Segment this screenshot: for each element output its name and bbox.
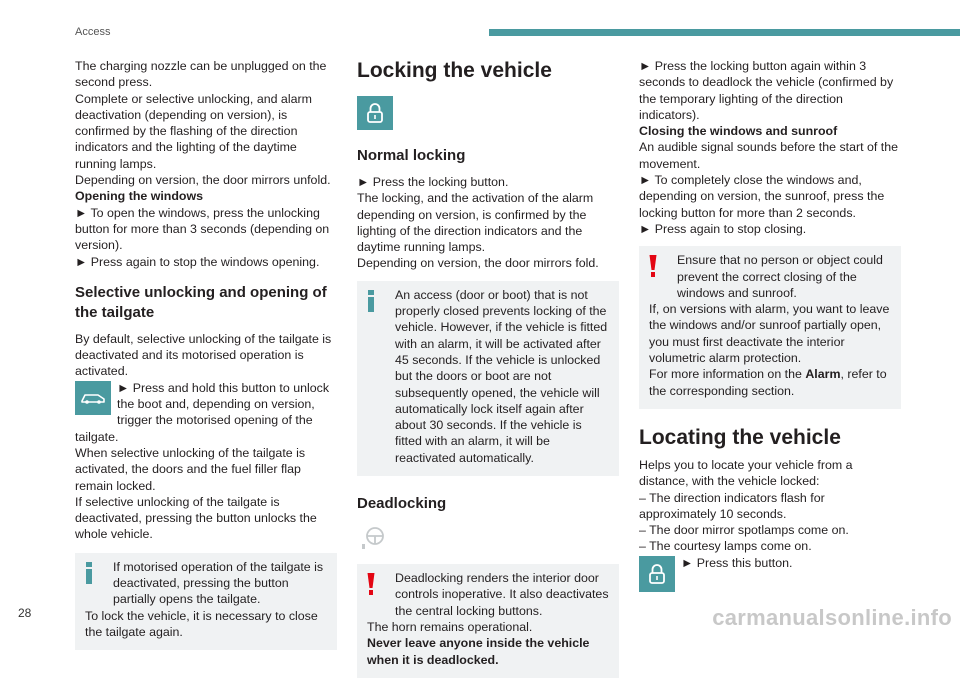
heading-locating-vehicle: Locating the vehicle xyxy=(639,425,841,449)
paragraph: Complete or selective unlocking, and alarm deactivation (depending on version), is confirmed by the flashing of the direction indicators and the lighting of the daytime running lamps. xyxy=(75,91,312,171)
warning-notice xyxy=(357,564,619,678)
warning-icon xyxy=(648,255,658,281)
warning-icon xyxy=(366,573,376,599)
heading-normal-locking: Normal locking xyxy=(357,147,466,164)
footer-watermark: carmanualsonline.info xyxy=(712,605,952,630)
step: ► To open the windows, press the unlocking button for more than 3 seconds (depending on version). xyxy=(75,205,330,253)
alarm-reference: Alarm xyxy=(805,367,841,382)
paragraph: If selective unlocking of the tailgate is deactivated, pressing the button unlocks the whole vehicle. xyxy=(75,494,317,542)
warning-text: The horn remains operational. xyxy=(367,619,533,634)
warning-notice xyxy=(639,246,901,409)
paragraph: An audible signal sounds before the start of the movement. xyxy=(639,140,898,171)
warning-text-bold: Never leave anyone inside the vehicle when it is deadlocked. xyxy=(367,636,590,667)
subheading-closing-windows: Closing the windows and sunroof xyxy=(639,124,838,139)
warning-text xyxy=(649,366,891,399)
paragraph: By default, selective unlocking of the tailgate is deactivated and its motorised operation is activated. xyxy=(75,331,332,379)
info-notice xyxy=(75,553,337,650)
info-icon xyxy=(84,562,94,588)
info-notice xyxy=(357,281,619,476)
paragraph: The locking, and the activation of the alarm depending on version, is confirmed by the lighting of the direction indicators and the daytime running lamps. xyxy=(357,191,594,255)
notice-text: To lock the vehicle, it is necessary to close the tailgate again. xyxy=(85,608,318,639)
step: ► Press and hold this button to unlock the boot and, depending on version, trigger the motorised opening of the tailgate. xyxy=(75,380,330,444)
notice-text: If motorised operation of the tailgate is deactivated, pressing the button partially opens the tailgate. xyxy=(113,559,324,607)
page-number: 28 xyxy=(18,606,32,620)
heading-locking-vehicle: Locking the vehicle xyxy=(357,59,552,82)
list-item: – The courtesy lamps come on. xyxy=(639,539,812,554)
header-accent-bar xyxy=(489,29,960,36)
list-item: – The direction indicators flash for approximately 10 seconds. xyxy=(639,490,825,521)
step: ► To completely close the windows and, depending on version, the sunroof, press the locking button for more than 2 seconds. xyxy=(639,173,885,220)
step: ► Press again to stop closing. xyxy=(639,221,807,236)
warning-text: Deadlocking renders the interior door controls inoperative. It also deactivates the central locking buttons. xyxy=(395,571,609,618)
notice-text: An access (door or boot) that is not properly closed prevents locking of the vehicle. However, if the vehicle is fitted with an alarm, it will be activated after 45 seconds. If the vehicle is unlocked but the doors or boot are not subsequently opened, the vehicle will automatically lock itself again after about 30 seconds. If the vehicle is fitted with an alarm, it will be reactivated automatically. xyxy=(395,287,608,465)
step: ► Press this button. xyxy=(681,555,793,570)
warning-text: If, on versions with alarm, you want to leave the windows and/or sunroof partially open, you must first deactivate the interior volumetric alarm protection. xyxy=(649,302,890,366)
heading-selective-unlocking: Selective unlocking and opening of the tailgate xyxy=(75,283,327,321)
paragraph: Depending on version, the door mirrors fold. xyxy=(357,256,599,271)
lock-button-icon xyxy=(357,96,393,130)
heading-deadlocking: Deadlocking xyxy=(357,495,447,513)
step: ► Press the locking button again within 3 seconds to deadlock the vehicle (confirmed by the temporary lighting of the direction indicators). xyxy=(639,59,894,122)
paragraph: The charging nozzle can be unplugged on the second press. xyxy=(75,59,327,90)
tailgate-button-icon xyxy=(75,381,111,415)
warning-text-part: , refer to the corresponding section. xyxy=(649,367,887,398)
lock-button-icon xyxy=(639,556,675,592)
section-title: Access xyxy=(75,26,111,38)
warning-text-part: For more information on the xyxy=(649,367,806,382)
column-2 xyxy=(357,58,619,678)
subheading-opening-windows: Opening the windows xyxy=(75,189,204,204)
tailgate-step xyxy=(75,380,337,445)
paragraph: Helps you to locate your vehicle from a distance, with the vehicle locked: xyxy=(639,457,853,489)
deadlock-steering-icon xyxy=(357,522,393,554)
paragraph: Depending on version, the door mirrors unfold. xyxy=(75,173,331,188)
step: ► Press the locking button. xyxy=(357,175,509,189)
paragraph: When selective unlocking of the tailgate is activated, the doors and the fuel filler flap remain locked. xyxy=(75,445,306,493)
warning-text: Ensure that no person or object could prevent the correct closing of the windows and sunroof. xyxy=(677,253,883,300)
locate-step xyxy=(639,555,901,571)
info-icon xyxy=(366,290,376,316)
column-1 xyxy=(75,58,337,650)
column-3 xyxy=(639,58,901,594)
list-item: – The door mirror spotlamps come on. xyxy=(639,523,849,538)
step: ► Press again to stop the windows opening. xyxy=(75,254,320,269)
